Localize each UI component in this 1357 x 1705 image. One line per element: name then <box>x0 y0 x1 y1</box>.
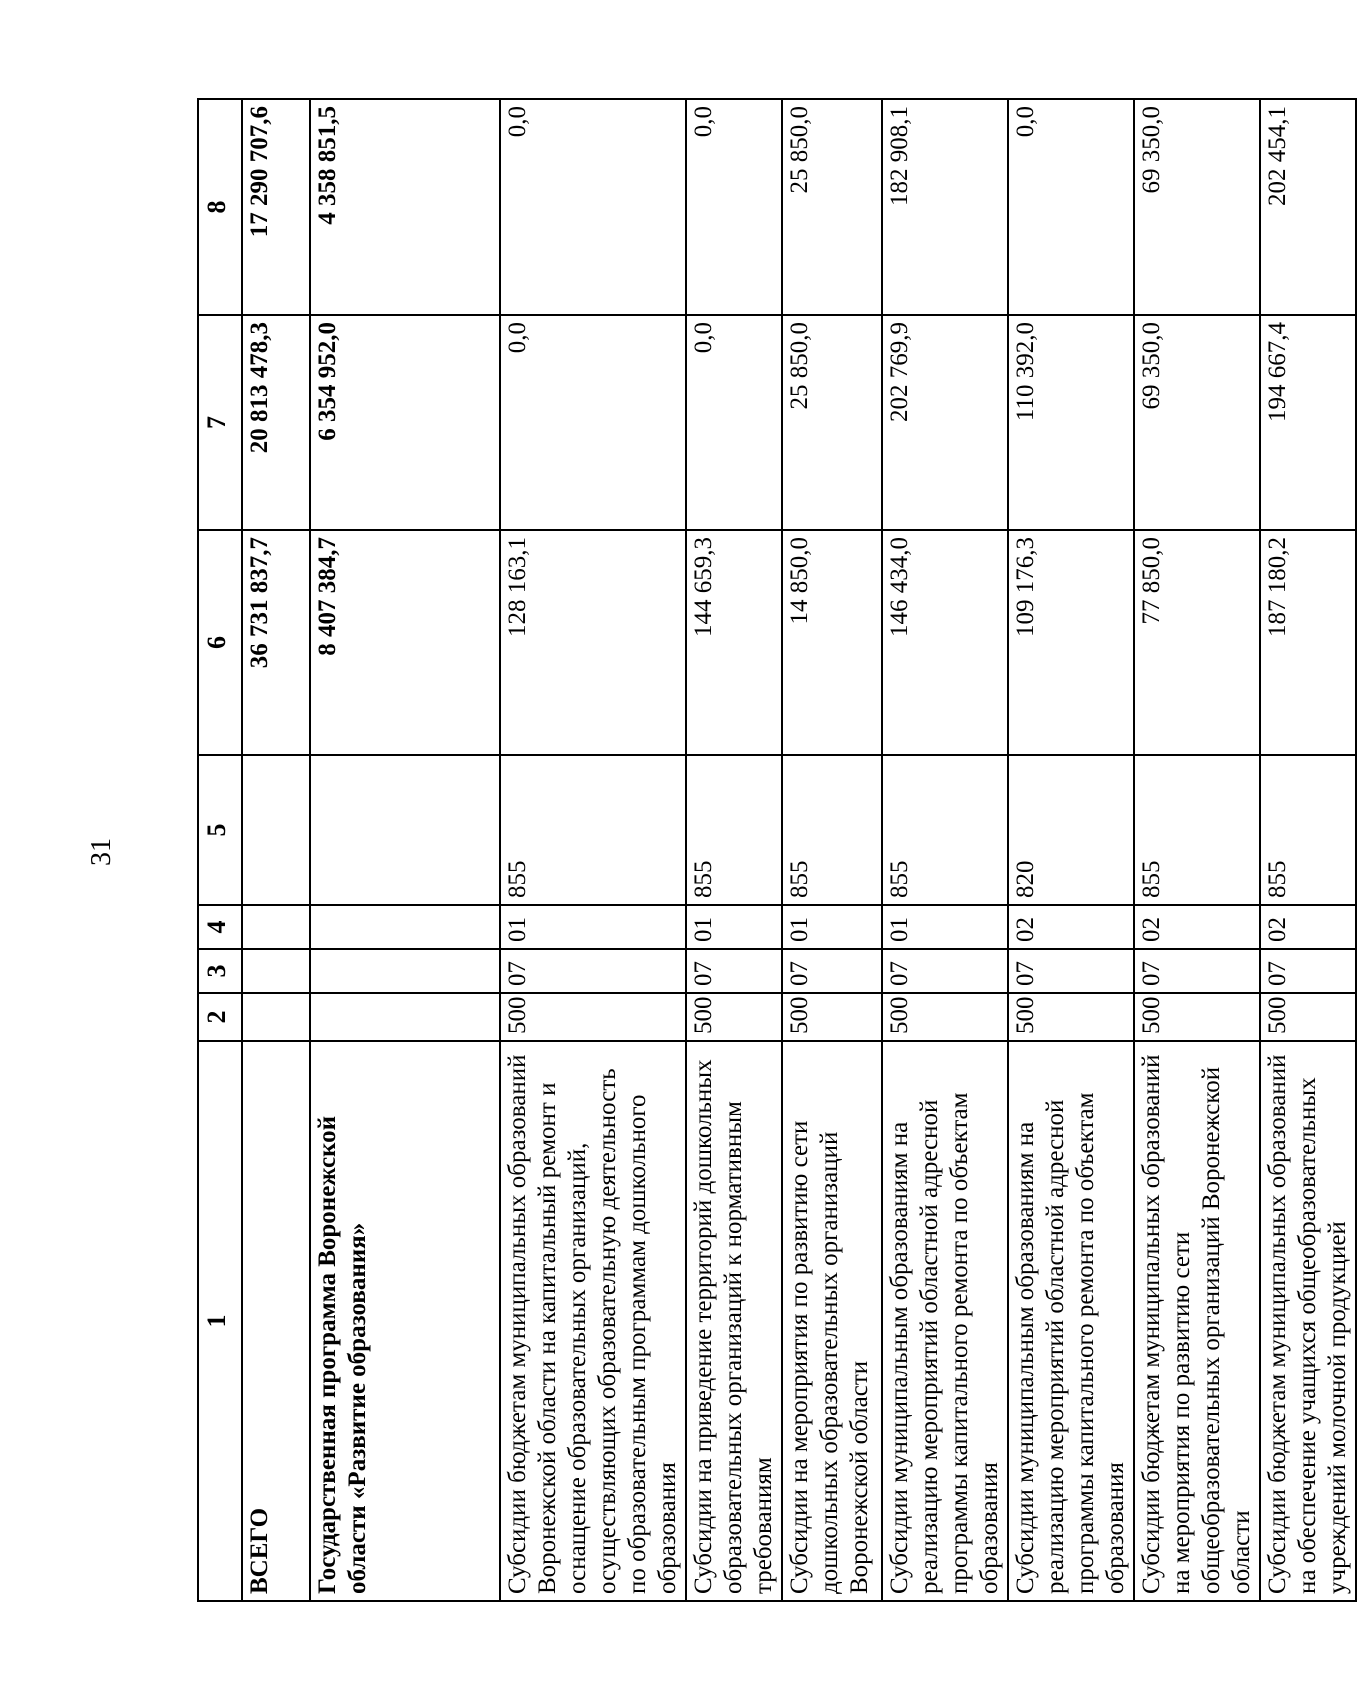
table-cell-col-7: 110 392,0 <box>1008 315 1134 530</box>
table-cell-col-3: 07 <box>782 949 882 993</box>
rotated-table-container <box>197 100 1351 1602</box>
table-cell-col-6: 14 850,0 <box>782 530 882 755</box>
table-cell-col-5: 820 <box>1008 755 1134 905</box>
table-cell-col-7: 0,0 <box>500 315 686 530</box>
table-row <box>1134 99 1260 1601</box>
table-cell-col-4: 01 <box>882 905 1008 949</box>
table-cell-col-2: 500 <box>1008 993 1134 1041</box>
table-row <box>310 99 500 1601</box>
table-header-row <box>198 99 242 1601</box>
table-cell-col-6: 36 731 837,7 <box>242 530 310 755</box>
table-cell-col-8: 0,0 <box>686 99 782 315</box>
table-cell-col-8: 17 290 707,6 <box>242 99 310 315</box>
table-cell-col-2: 500 <box>882 993 1008 1041</box>
table-cell-col-6: 128 163,1 <box>500 530 686 755</box>
table-cell-col-7: 194 667,4 <box>1260 315 1356 530</box>
table-cell-col-3: 07 <box>882 949 1008 993</box>
table-row <box>500 99 686 1601</box>
table-cell-col-4: 01 <box>686 905 782 949</box>
table-cell-col-7: 202 769,9 <box>882 315 1008 530</box>
header-cell-col-3: 3 <box>198 949 242 993</box>
table-cell-col-6: 187 180,2 <box>1260 530 1356 755</box>
table-cell-col-3: 07 <box>500 949 686 993</box>
table-cell-col-6: 8 407 384,7 <box>310 530 500 755</box>
table-cell-col-6: 146 434,0 <box>882 530 1008 755</box>
table-cell-col-1: Субсидии на мероприятия по развитию сети дошкольных образовательных организаций Воронежской области <box>782 1041 882 1601</box>
header-cell-col-7: 7 <box>198 315 242 530</box>
table-row <box>882 99 1008 1601</box>
table-row <box>1260 99 1356 1601</box>
table-cell-col-2: 500 <box>500 993 686 1041</box>
table-cell-col-5: 855 <box>1134 755 1260 905</box>
table-row <box>782 99 882 1601</box>
table-cell-col-5: 855 <box>1260 755 1356 905</box>
table-cell-col-3: 07 <box>1260 949 1356 993</box>
table-cell-col-2: 500 <box>686 993 782 1041</box>
table-cell-col-8: 4 358 851,5 <box>310 99 500 315</box>
table-cell-col-7: 20 813 478,3 <box>242 315 310 530</box>
table-row <box>686 99 782 1601</box>
table-cell-col-2: 500 <box>1134 993 1260 1041</box>
table-cell-col-7: 25 850,0 <box>782 315 882 530</box>
table-cell-col-4: 01 <box>500 905 686 949</box>
table-cell-col-8: 202 454,1 <box>1260 99 1356 315</box>
table-cell-col-5: 855 <box>882 755 1008 905</box>
table-cell-col-3: 07 <box>1134 949 1260 993</box>
table-cell-col-1: Субсидии бюджетам муниципальных образований Воронежской области на капитальный ремонт и оснащение образовательных организаций, осуществляющих образовательную деятельность по образовательным программам дошкольного образования <box>500 1041 686 1601</box>
table-cell-col-2 <box>310 993 500 1041</box>
table-cell-col-8: 25 850,0 <box>782 99 882 315</box>
table-cell-col-4 <box>242 905 310 949</box>
table-row <box>1008 99 1134 1601</box>
table-cell-col-2 <box>242 993 310 1041</box>
table-cell-col-7: 0,0 <box>686 315 782 530</box>
table-cell-col-2: 500 <box>782 993 882 1041</box>
table-cell-col-5 <box>242 755 310 905</box>
table-cell-col-4: 02 <box>1008 905 1134 949</box>
budget-table <box>197 98 1357 1602</box>
table-cell-col-4: 02 <box>1260 905 1356 949</box>
table-cell-col-4: 01 <box>782 905 882 949</box>
table-cell-col-5: 855 <box>686 755 782 905</box>
header-cell-col-8: 8 <box>198 99 242 315</box>
page-number: 31 <box>86 838 117 866</box>
table-cell-col-4: 02 <box>1134 905 1260 949</box>
table-cell-col-3: 07 <box>1008 949 1134 993</box>
table-cell-col-3 <box>242 949 310 993</box>
table-cell-col-8: 0,0 <box>500 99 686 315</box>
table-cell-col-2: 500 <box>1260 993 1356 1041</box>
table-cell-col-1: ВСЕГО <box>242 1041 310 1601</box>
table-cell-col-4 <box>310 905 500 949</box>
table-cell-col-1: Субсидии бюджетам муниципальных образований на обеспечение учащихся общеобразовательных учреждений молочной продукцией <box>1260 1041 1356 1601</box>
table-cell-col-6: 144 659,3 <box>686 530 782 755</box>
header-cell-col-5: 5 <box>198 755 242 905</box>
header-cell-col-6: 6 <box>198 530 242 755</box>
table-cell-col-1: Государственная программа Воронежской области «Развитие образования» <box>310 1041 500 1601</box>
table-cell-col-8: 0,0 <box>1008 99 1134 315</box>
table-cell-col-6: 109 176,3 <box>1008 530 1134 755</box>
header-cell-col-2: 2 <box>198 993 242 1041</box>
table-cell-col-7: 69 350,0 <box>1134 315 1260 530</box>
table-cell-col-1: Субсидии муниципальным образованиям на реализацию мероприятий областной адресной программы капитального ремонта по объектам образования <box>882 1041 1008 1601</box>
table-cell-col-8: 69 350,0 <box>1134 99 1260 315</box>
table-cell-col-1: Субсидии муниципальным образованиям на реализацию мероприятий областной адресной программы капитального ремонта по объектам образования <box>1008 1041 1134 1601</box>
table-cell-col-7: 6 354 952,0 <box>310 315 500 530</box>
table-cell-col-5: 855 <box>782 755 882 905</box>
table-cell-col-1: Субсидии на приведение территорий дошкольных образовательных организаций к нормативным требованиям <box>686 1041 782 1601</box>
table-cell-col-5 <box>310 755 500 905</box>
table-cell-col-8: 182 908,1 <box>882 99 1008 315</box>
table-cell-col-3 <box>310 949 500 993</box>
table-row <box>242 99 310 1601</box>
table-cell-col-6: 77 850,0 <box>1134 530 1260 755</box>
table-cell-col-1: Субсидии бюджетам муниципальных образований на мероприятия по развитию сети общеобразовательных организаций Воронежской области <box>1134 1041 1260 1601</box>
table-cell-col-3: 07 <box>686 949 782 993</box>
header-cell-col-1: 1 <box>198 1041 242 1601</box>
header-cell-col-4: 4 <box>198 905 242 949</box>
table-cell-col-5: 855 <box>500 755 686 905</box>
